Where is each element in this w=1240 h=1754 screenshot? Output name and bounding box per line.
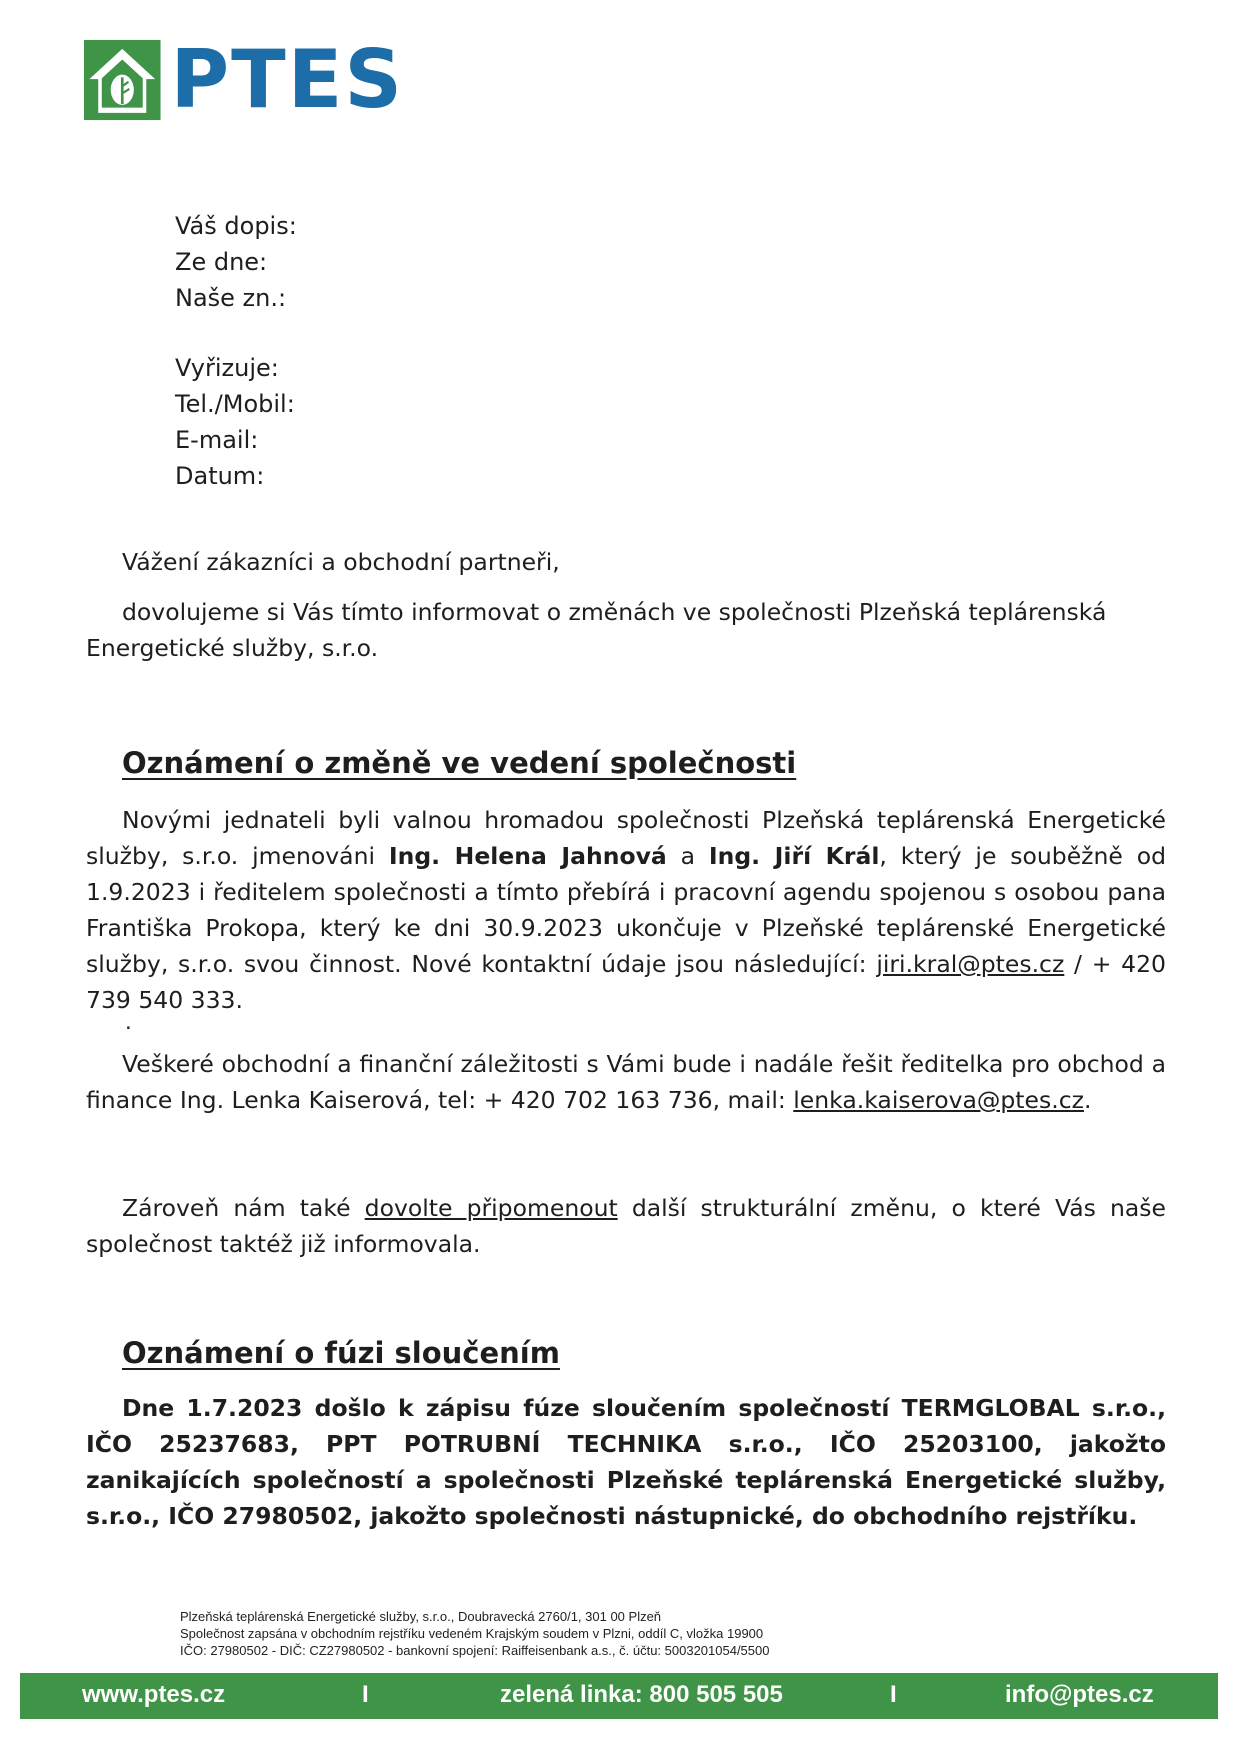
footer-separator: I: [890, 1681, 897, 1708]
footer-ids-bank: IČO: 27980502 - DIČ: CZ27980502 - bankovní spojení: Raiffeisenbank a.s., č. účtu: 5003201054/5500: [180, 1643, 770, 1658]
footer-email-link[interactable]: info@ptes.cz: [1005, 1681, 1154, 1708]
leaf-house-logo-icon: [84, 35, 161, 125]
footer-website-link[interactable]: www.ptes.cz: [82, 1681, 226, 1708]
paragraph-structural-change: Zároveň nám také dovolte připomenout další strukturální změnu, o které Vás naše společnost taktéž již informovala.: [86, 1194, 1166, 1258]
stray-dot: .: [125, 1008, 132, 1035]
email-link-lenka-kaiserova[interactable]: lenka.kaiserova@ptes.cz: [793, 1086, 1084, 1114]
meta-tel: Tel./Mobil:: [175, 390, 295, 418]
footer-separator: I: [362, 1681, 369, 1708]
footer-contact-bar: [20, 1673, 1218, 1719]
footer-address: Plzeňská teplárenská Energetické služby, s.r.o., Doubravecká 2760/1, 301 00 Plzeň: [180, 1609, 662, 1624]
intro-paragraph: dovolujeme si Vás tímto informovat o změnách ve společnosti Plzeňská teplárenská Energetické služby, s.r.o.: [86, 598, 1107, 662]
meta-datum: Datum:: [175, 462, 265, 490]
paragraph-finance-contact: Veškeré obchodní a finanční záležitosti s Vámi bude i nadále řešit ředitelka pro obchod a finance Ing. Lenka Kaiserová, tel: + 420 702 163 736, mail: lenka.kaiserova@ptes.cz.: [86, 1050, 1166, 1114]
logo-text: PTES: [170, 33, 404, 126]
section-heading-management-change: Oznámení o změně ve vedení společnosti: [122, 746, 797, 780]
meta-email: E-mail:: [175, 426, 259, 454]
meta-nase-zn: Naše zn.:: [175, 284, 287, 312]
company-logo: [84, 34, 404, 126]
meta-vas-dopis: Váš dopis:: [175, 212, 297, 240]
meta-vyrizuje: Vyřizuje:: [175, 354, 279, 382]
meta-ze-dne: Ze dne:: [175, 248, 268, 276]
footer-registry: Společnost zapsána v obchodním rejstříku vedeném Krajským soudem v Plzni, oddíl C, vložka 19900: [180, 1626, 764, 1641]
company-registration-info: [180, 1608, 769, 1659]
section-heading-merger: Oznámení o fúzi sloučením: [122, 1336, 560, 1370]
executive-name-2: Ing. Jiří Král: [708, 842, 880, 870]
email-link-jiri-kral[interactable]: jiri.kral@ptes.cz: [876, 950, 1065, 978]
footer-hotline: zelená linka: 800 505 505: [500, 1681, 783, 1708]
letter-meta-block: [175, 208, 297, 494]
executive-name-1: Ing. Helena Jahnová: [388, 842, 667, 870]
greeting: Vážení zákazníci a obchodní partneři,: [122, 548, 560, 576]
paragraph-merger: Dne 1.7.2023 došlo k zápisu fúze sloučením společností TERMGLOBAL s.r.o., IČO 25237683, PPT POTRUBNÍ TECHNIKA s.r.o., IČO 25203100, jakožto zanikajících společností a společnosti Plzeňské teplárenská Energetické služby, s.r.o., IČO 27980502, jakožto společnosti nástupnické, do obchodního rejstříku.: [86, 1394, 1166, 1530]
underlined-phrase: dovolte připomenout: [364, 1194, 618, 1222]
paragraph-new-executives: Novými jednateli byli valnou hromadou společnosti Plzeňská teplárenská Energetické služby, s.r.o. jmenováni Ing. Helena Jahnová a Ing. Jiří Král, který je souběžně od 1.9.2023 i ředitelem společnosti a tímto přebírá i pracovní agendu spojenou s osobou pana Františka Prokopa, který ke dni 30.9.2023 ukončuje v Plzeňské teplárenské Energetické služby, s.r.o. svou činnost. Nové kontaktní údaje jsou následující: jiri.kral@ptes.cz / + 420 739 540 333.: [86, 806, 1167, 1014]
